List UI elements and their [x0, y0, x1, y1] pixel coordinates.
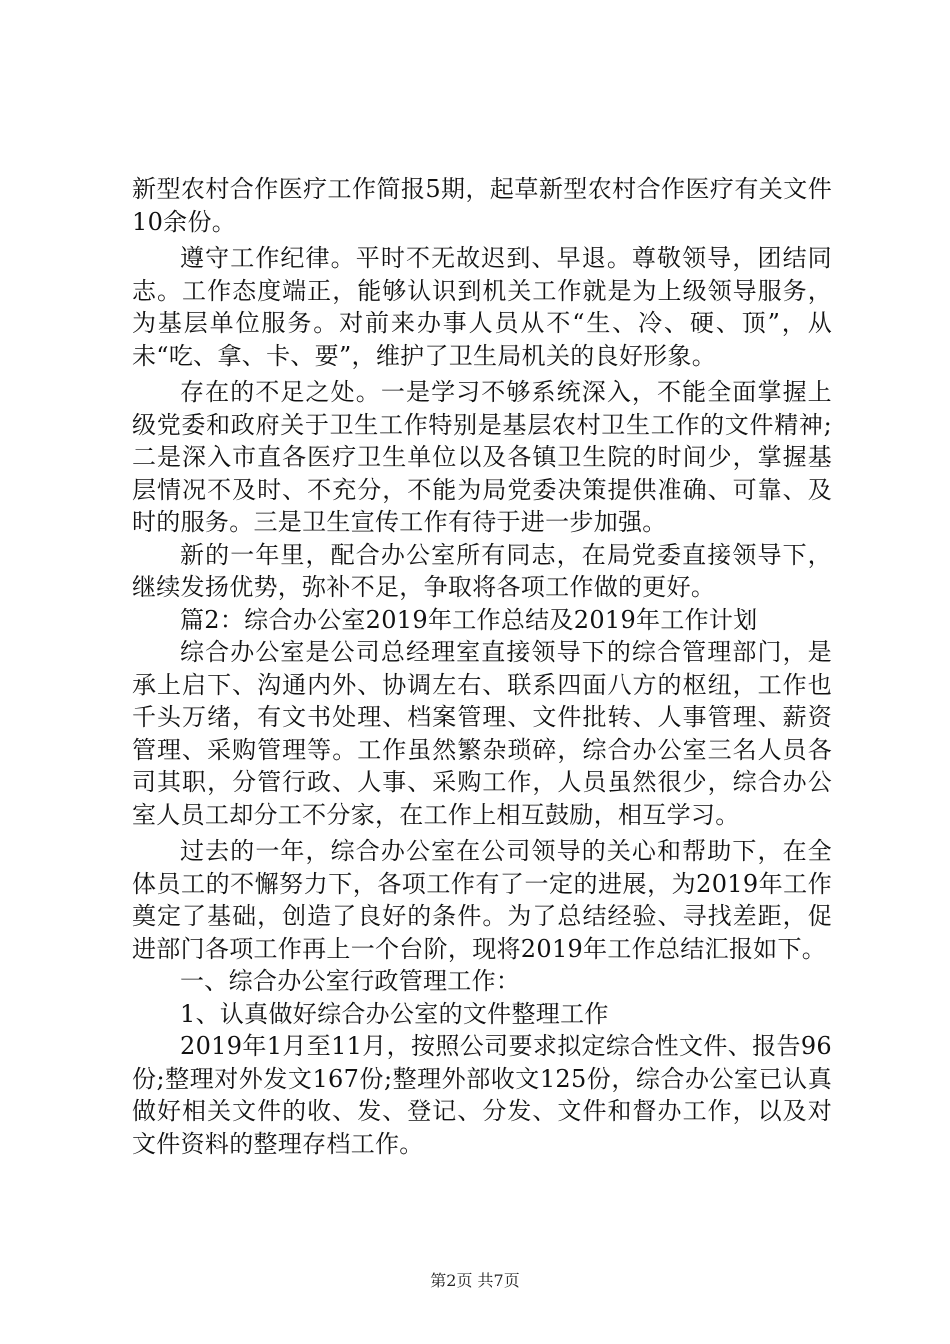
- subheading-admin-work: 一、综合办公室行政管理工作：: [180, 967, 521, 995]
- paragraph-2: 遵守工作纪律。平时不无故迟到、早退。尊敬领导，团结同志。工作态度端正，能够认识到机关工作就是为上级领导服务，为基层单位服务。对前来办事人员从不“生、冷、硬、顶”，从未“吃、拿、卡、要”，维护了卫生局机关的良好形象。: [132, 244, 832, 370]
- paragraph-4: 新的一年里，配合办公室所有同志，在局党委直接领导下，继续发扬优势，弥补不足，争取将各项工作做的更好。: [132, 540, 832, 601]
- document-body: [132, 173, 832, 1160]
- paragraph-3: 存在的不足之处。一是学习不够系统深入，不能全面掌握上级党委和政府关于卫生工作特别是基层农村卫生工作的文件精神;二是深入市直各医疗卫生单位以及各镇卫生院的时间少，掌握基层情况不及时、不充分，不能为局党委决策提供准确、可靠、及时的服务。三是卫生宣传工作有待于进一步加强。: [132, 378, 832, 536]
- subheading-file-organizing: 1、认真做好综合办公室的文件整理工作: [180, 999, 609, 1028]
- paragraph-6: 过去的一年，综合办公室在公司领导的关心和帮助下，在全体员工的不懈努力下，各项工作有了一定的进展，为2019年工作奠定了基础，创造了良好的条件。为了总结经验、寻找差距，促进部门各项工作再上一个台阶，现将2019年工作总结汇报如下。: [132, 837, 832, 963]
- page-footer: 第2页 共7页: [430, 1271, 520, 1290]
- paragraph-7: 2019年1月至11月，按照公司要求拟定综合性文件、报告96份;整理对外发文167份;整理外部收文125份，综合办公室已认真做好相关文件的收、发、登记、分发、文件和督办工作，以及对文件资料的整理存档工作。: [132, 1032, 832, 1158]
- paragraph-1: 新型农村合作医疗工作简报5期，起草新型农村合作医疗有关文件10余份。: [132, 175, 832, 236]
- section-heading-2: 篇2：综合办公室2019年工作总结及2019年工作计划: [180, 605, 758, 634]
- paragraph-5: 综合办公室是公司总经理室直接领导下的综合管理部门，是承上启下、沟通内外、协调左右、联系四面八方的枢纽，工作也千头万绪，有文书处理、档案管理、文件批转、人事管理、薪资管理、采购管理等。工作虽然繁杂琐碎，综合办公室三名人员各司其职，分管行政、人事、采购工作，人员虽然很少，综合办公室人员工却分工不分家，在工作上相互鼓励，相互学习。: [132, 638, 832, 829]
